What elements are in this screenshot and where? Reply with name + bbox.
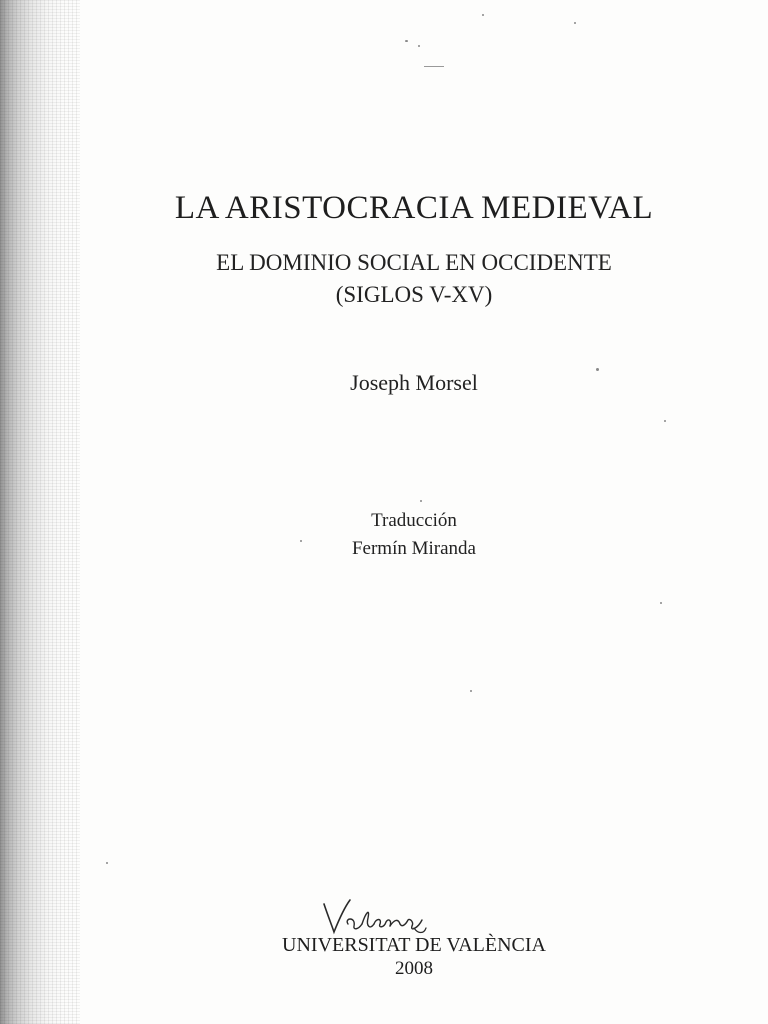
scan-speck [482, 14, 484, 16]
handwritten-note [318, 894, 438, 938]
translation-label: Traducción [371, 510, 457, 531]
publisher-name: UNIVERSITAT DE VALÈNCIA [282, 934, 546, 956]
scan-speck [660, 602, 662, 604]
book-subtitle-period: (SIGLOS V-XV) [335, 282, 493, 307]
scan-speck [405, 40, 408, 42]
scan-speck [574, 22, 576, 24]
scan-speck [424, 66, 444, 67]
book-title: LA ARISTOCRACIA MEDIEVAL [174, 190, 654, 226]
scan-speck [664, 420, 666, 422]
scan-speck [418, 45, 420, 47]
scan-speck [420, 500, 422, 502]
scan-speck [470, 690, 472, 692]
scan-speck [106, 862, 108, 864]
book-subtitle: EL DOMINIO SOCIAL EN OCCIDENTE [216, 250, 612, 275]
publication-year: 2008 [395, 958, 433, 979]
author-name: Joseph Morsel [350, 370, 478, 395]
translator-name: Fermín Miranda [351, 538, 476, 559]
